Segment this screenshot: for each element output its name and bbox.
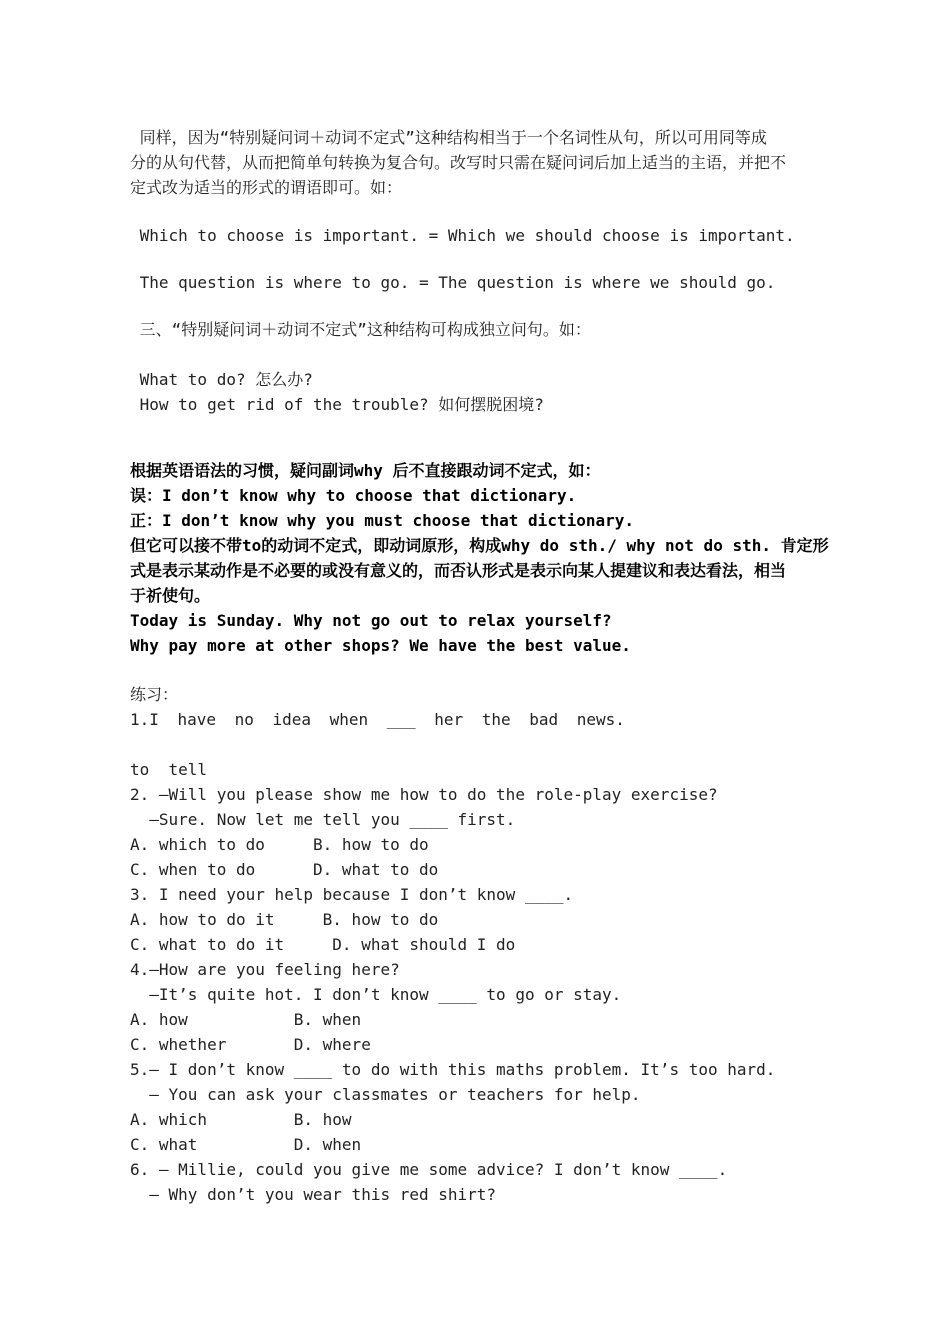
exercise-heading: 练习： [130, 685, 179, 704]
q1-word: her [434, 710, 464, 729]
exercise-line: 2. —Will you please show me how to do the role-play exercise? [130, 785, 718, 804]
exercise-line: 3. I need your help because I don’t know ____. [130, 885, 574, 904]
why-note-example-1: Today is Sunday. Why not go out to relax yourself? [130, 611, 612, 630]
q1-word: the [481, 710, 511, 729]
example-which: Which to choose is important. = Which we should choose is important. [130, 226, 795, 245]
q1-stem [130, 707, 625, 732]
q1-word: have [177, 710, 217, 729]
exercise-line: A. how B. when [130, 1010, 362, 1029]
exercise-line: A. which B. how [130, 1110, 352, 1129]
exercise-line: — Why don’t you wear this red shirt? [130, 1185, 497, 1204]
why-note-right: 正：I don’t know why you must choose that dictionary. [130, 511, 635, 530]
intro-line-1: 同样，因为“特别疑问词＋动词不定式”这种结构相当于一个名词性从句，所以可用同等成 [130, 128, 767, 147]
exercise-line: C. when to do D. what to do [130, 860, 439, 879]
section-three-example-1: What to do? 怎么办? [130, 370, 313, 389]
intro-line-3: 定式改为适当的形式的谓语即可。如： [130, 178, 403, 197]
exercise-line: C. whether D. where [130, 1035, 371, 1054]
q1-option-d-wrap: to tell [130, 760, 208, 779]
exercise-line: —It’s quite hot. I don’t know ____ to go or stay. [130, 985, 622, 1004]
intro-line-2: 分的从句代替，从而把简单句转换为复合句。改写时只需在疑问词后加上适当的主语，并把不 [130, 153, 787, 172]
q1-word: idea [272, 710, 312, 729]
why-note-example-2: Why pay more at other shops? We have the best value. [130, 636, 631, 655]
why-note-line-1: 根据英语语法的习惯，疑问副词why 后不直接跟动词不定式，如： [130, 461, 601, 480]
exercise-line: C. what to do it D. what should I do [130, 935, 516, 954]
example-where: The question is where to go. = The question is where we should go. [130, 273, 776, 292]
q1-word: news. [576, 710, 625, 729]
section-three-heading: 三、“特别疑问词＋动词不定式”这种结构可构成独立问句。如： [130, 320, 591, 339]
q1-blank: ___ [386, 710, 416, 729]
exercise-line: 6. — Millie, could you give me some advice? I don’t know ____. [130, 1160, 728, 1179]
q1-word: 1.I [130, 710, 159, 729]
exercise-line: A. how to do it B. how to do [130, 910, 439, 929]
why-note-wrong: 误：I don’t know why to choose that dictionary. [130, 486, 577, 505]
q1-options [130, 732, 920, 757]
why-note-line-6: 于祈使句。 [130, 586, 211, 605]
why-note-line-5: 式是表示某动作是不必要的或没有意义的，而否认形式是表示向某人提建议和表达看法，相当 [130, 561, 787, 580]
exercise-line: —Sure. Now let me tell you ____ first. [130, 810, 516, 829]
q1-word: bad [529, 710, 559, 729]
why-note-line-4: 但它可以接不带to的动词不定式，即动词原形，构成why do sth./ why not do sth. 肯定形 [130, 536, 829, 555]
q1-word: no [234, 710, 254, 729]
exercise-line: 5.— I don’t know ____ to do with this maths problem. It’s too hard. [130, 1060, 776, 1079]
section-three-example-2: How to get rid of the trouble? 如何摆脱困境? [130, 395, 544, 414]
exercise-line: 4.—How are you feeling here? [130, 960, 400, 979]
q1-word: when [329, 710, 369, 729]
exercise-line: — You can ask your classmates or teachers for help. [130, 1085, 641, 1104]
exercise-line: A. which to do B. how to do [130, 835, 429, 854]
exercise-line: C. what D. when [130, 1135, 362, 1154]
